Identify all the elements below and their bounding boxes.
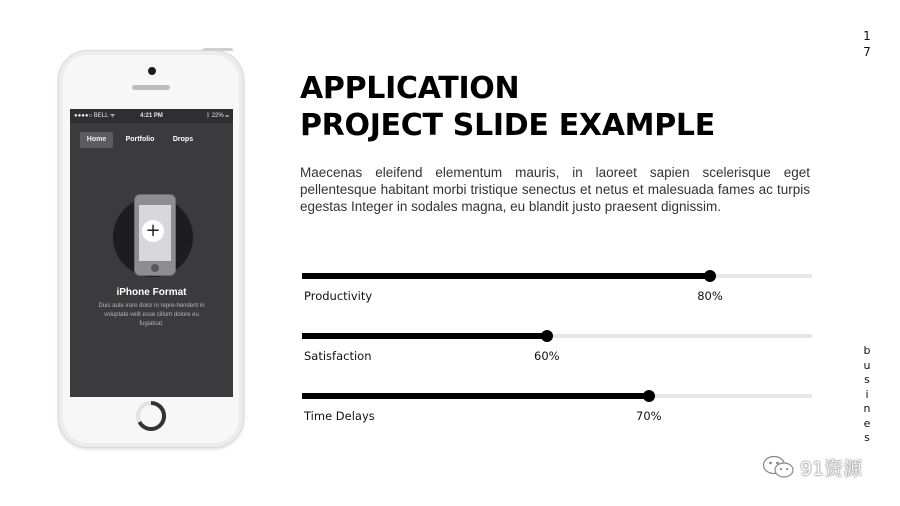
phone-side-button (203, 48, 233, 51)
page-number (862, 28, 872, 60)
add-button[interactable]: + (142, 220, 164, 242)
tab-home[interactable]: Home (80, 132, 113, 148)
page-number-digit: 7 (863, 45, 871, 59)
progress-fill (302, 393, 649, 399)
metric-value: 60% (534, 349, 560, 363)
tab-drops[interactable]: Drops (172, 136, 194, 143)
progress-knob[interactable] (704, 270, 716, 282)
metric-label: Satisfaction (304, 349, 372, 363)
progress-fill (302, 333, 547, 339)
wechat-icon (762, 454, 796, 480)
metric-value: 80% (697, 289, 723, 303)
body-paragraph: Maecenas eleifend elementum mauris, in laoreet sapien scelerisque eget pellentesque habitant morbi tristique senectus et netus et malesuada fames ac turpis egestas Integer in sodales magna, eu blandit justo praesent dignissim. (300, 165, 810, 214)
side-letter: e (863, 416, 871, 430)
side-vertical-text (861, 344, 873, 446)
side-letter: b (863, 344, 871, 357)
status-battery: ᛒ 22% ▭ (206, 113, 229, 119)
progress-knob[interactable] (643, 390, 655, 402)
screen-title: iPhone Format (116, 287, 187, 298)
status-carrier: ●●●●○ BELL ᯤ (74, 113, 116, 119)
title-line: PROJECT SLIDE EXAMPLE (300, 108, 715, 143)
phone-illustration-home (151, 264, 159, 272)
page-title (300, 70, 820, 144)
side-letter: s (864, 373, 870, 386)
progress-fill (302, 273, 710, 279)
side-letter: u (863, 358, 871, 372)
phone-camera (148, 67, 156, 75)
side-letter: n (863, 402, 871, 415)
metric-label: Time Delays (304, 409, 375, 423)
watermark (762, 452, 862, 482)
home-button-icon[interactable] (135, 400, 167, 432)
side-letter: i (865, 387, 869, 401)
title-line: APPLICATION (300, 71, 520, 106)
phone-screen (70, 109, 233, 397)
metric-label: Productivity (304, 289, 373, 303)
page-number-digit: 1 (863, 29, 871, 43)
metric-satisfaction (302, 331, 812, 371)
metric-value: 70% (636, 409, 662, 423)
screen-description: Duis aute irure dolor in repre-hendent in voluptate velit esse cillum dolore eu fugiatcat. (98, 303, 205, 327)
watermark-text: 91资源 (800, 457, 863, 480)
status-bar (70, 109, 233, 123)
metric-productivity (302, 271, 812, 311)
metric-time-delays (302, 391, 812, 431)
status-time: 4:21 PM (140, 113, 163, 119)
phone-speaker (132, 85, 170, 90)
phone-mockup (58, 50, 244, 448)
tab-portfolio[interactable]: Portfolio (125, 136, 155, 143)
progress-knob[interactable] (541, 330, 553, 342)
side-letter: s (864, 431, 870, 444)
